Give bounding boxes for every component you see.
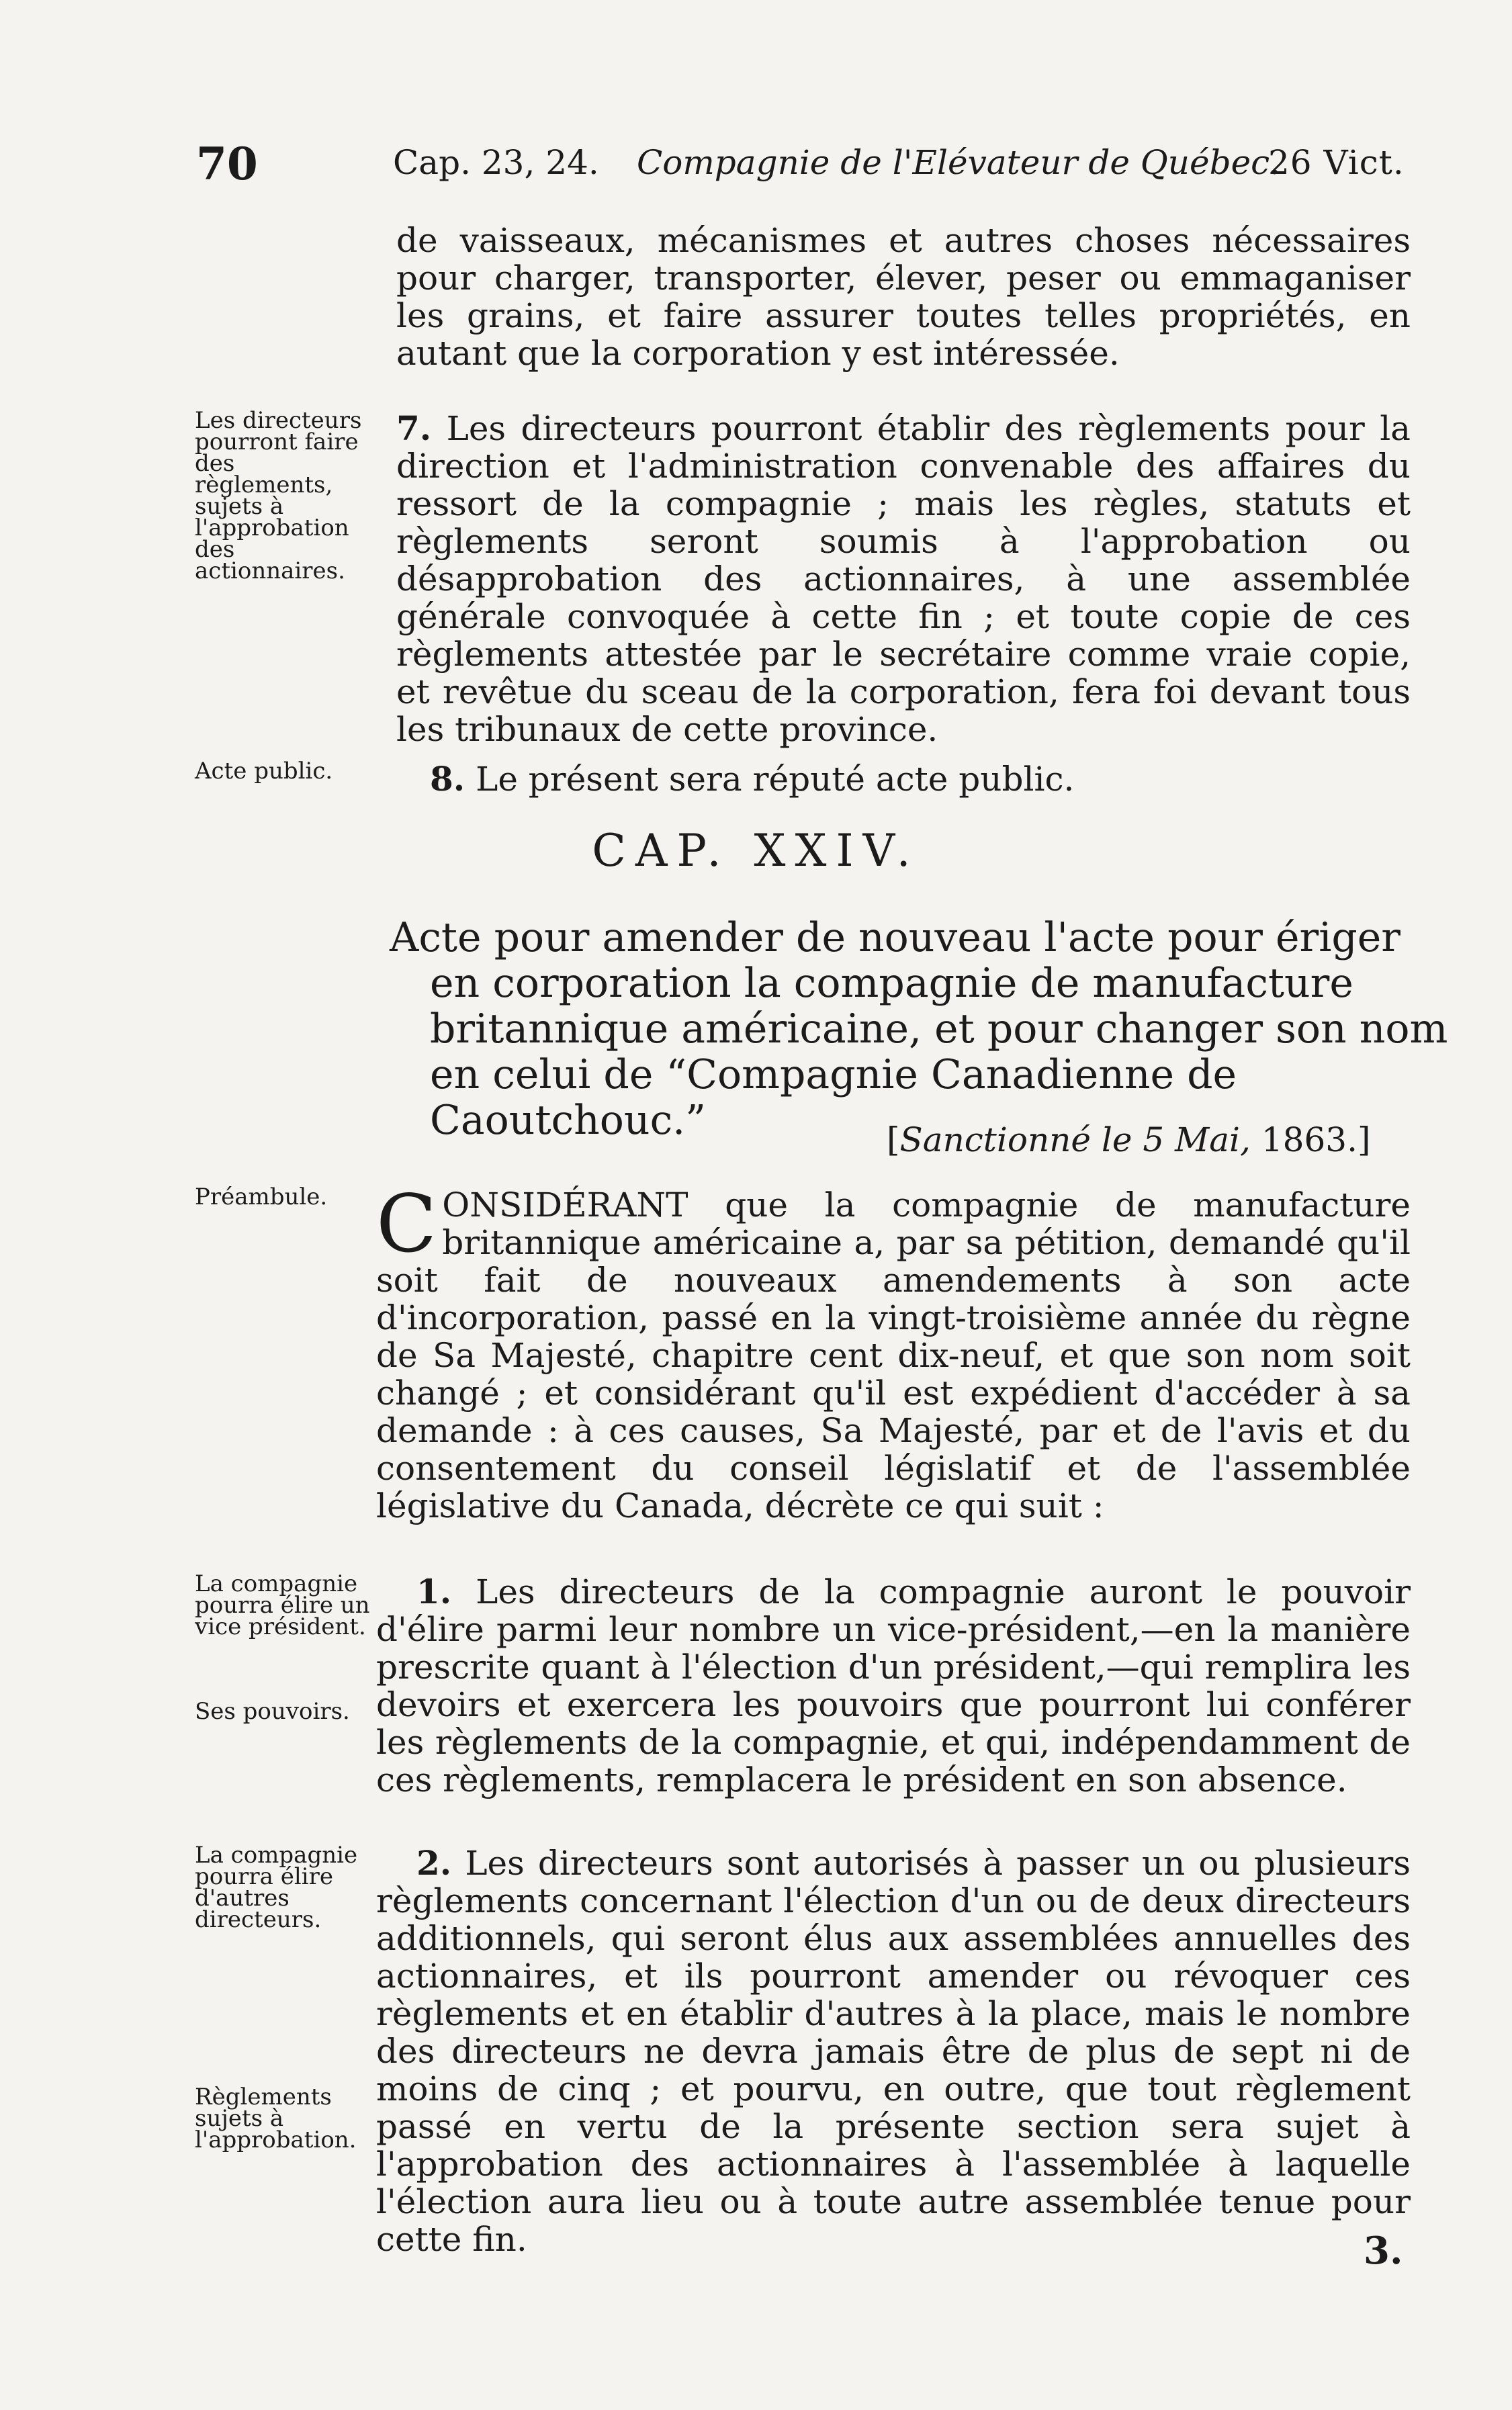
- section-number: 8.: [430, 759, 465, 799]
- section-1: [376, 1573, 1411, 1799]
- section-8: [430, 760, 1444, 798]
- section-text: Les directeurs de la compagnie auront le pouvoir d'élire parmi leur nombre un vice-président,—en la manière prescrite quant à l'élection d'un président,—qui remplira les devoirs et exercera les pouvoirs que pourront lui conférer les règlements de la compagnie, et qui, indépendamment de ces règlements, remplacera le président en son absence.: [376, 1572, 1411, 1799]
- section-number: 7.: [396, 408, 432, 448]
- margin-note-preamble: Préambule.: [195, 1184, 328, 1210]
- preamble: [376, 1177, 1411, 1525]
- catchword: 3.: [1364, 2229, 1403, 2273]
- carryover-paragraph: de vaisseaux, mécanismes et autres choses nécessaires pour charger, transporter, élever, peser ou emmaganiser les grains, et faire assurer toutes telles propriétés, en autant que la corporation y est intéressée.: [396, 221, 1411, 373]
- preamble-text: que la compagnie de manufacture britannique américaine a, par sa pétition, demandé qu'il soit fait de nouveaux amendements à son acte d'incorporation, passé en la vingt-troisième année du règne de Sa Majesté, chapitre cent dix-neuf, et que son nom soit changé ; et considérant qu'il est expédient d'accéder à sa demande : à ces causes, Sa Majesté, par et de l'avis et du consentement du conseil législatif et de l'assemblée législative du Canada, décrète ce qui suit :: [376, 1186, 1411, 1525]
- page-number: 70: [196, 138, 258, 190]
- regnal-year: 26 Vict.: [1268, 143, 1405, 182]
- running-header: [0, 138, 1512, 198]
- preamble-lead-word: ONSIDÉRANT: [442, 1186, 688, 1224]
- chapter-heading: CAP. XXIV.: [592, 825, 920, 877]
- section-text: Le présent sera réputé acte public.: [476, 760, 1075, 799]
- sanction-open-bracket: [: [887, 1120, 900, 1159]
- section-number: 1.: [416, 1572, 452, 1611]
- act-title: Acte pour amender de nouveau l'acte pour ériger en corporation la compagnie de manufacture britannique américaine, et pour changer son nom en celui de “Compagnie Canadienne de Caoutchouc.”: [390, 914, 1448, 1144]
- section-2: [376, 1844, 1411, 2258]
- running-title: Compagnie de l'Elévateur de Québec.: [637, 143, 1281, 182]
- margin-note-section-1: La compagnie pourra élire un vice président.: [195, 1570, 370, 1640]
- margin-note-section-7: Les directeurs pourront faire des règlements, sujets à l'approbation des actionnaires.: [195, 407, 362, 584]
- margin-note-section-2: La compagnie pourra élire d'autres directeurs.: [195, 1842, 358, 1933]
- section-text: Les directeurs pourront établir des règlements pour la direction et l'administration convenable des affaires du ressort de la compagnie ; mais les règles, statuts et règlements seront soumis à l'approbation ou désapprobation des actionnaires, à une assemblée générale convoquée à cette fin ; et toute copie de ces règlements attestée par le secrétaire comme vraie copie, et revêtue du sceau de la corporation, fera foi devant tous les tribunaux de cette province.: [396, 409, 1411, 749]
- drop-cap: C: [376, 1177, 437, 1270]
- margin-note-section-1-powers: Ses pouvoirs.: [195, 1698, 350, 1725]
- sanction-year: 1863.]: [1261, 1120, 1371, 1159]
- margin-note-section-2-approval: Règlements sujets à l'approbation.: [195, 2084, 357, 2153]
- section-text: Les directeurs sont autorisés à passer un ou plusieurs règlements concernant l'élection d'un ou de deux directeurs additionnels, qui seront élus aux assemblées annuelles des actionnaires, et ils pourront amender ou révoquer ces règlements et en établir d'autres à la place, mais le nombre des directeurs ne devra jamais être de plus de sept ni de moins de cinq ; et pourvu, en outre, que tout règlement passé en vertu de la présente section sera sujet à l'approbation des actionnaires à l'assemblée à laquelle l'élection aura lieu ou à toute autre assemblée tenue pour cette fin.: [376, 1844, 1411, 2259]
- sanction-date: [887, 1120, 1371, 1159]
- section-7: [396, 410, 1411, 748]
- margin-note-section-8: Acte public.: [195, 758, 333, 785]
- section-number: 2.: [416, 1843, 452, 1883]
- chapter-reference: Cap. 23, 24.: [393, 143, 599, 182]
- sanction-label: Sanctionné le 5 Mai,: [899, 1120, 1251, 1159]
